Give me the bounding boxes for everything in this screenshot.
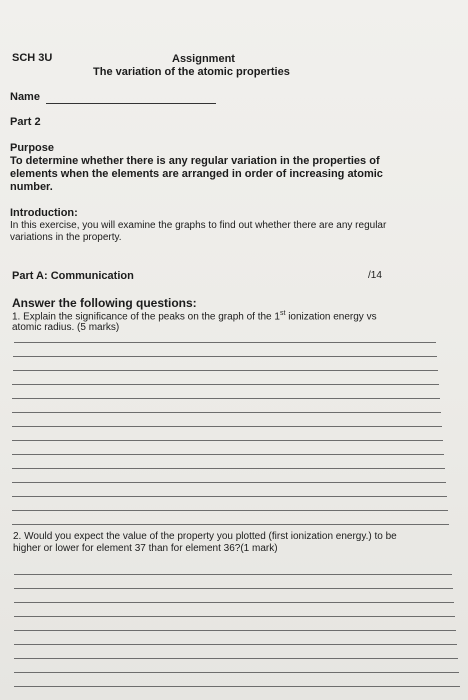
answer-line[interactable]	[14, 686, 460, 687]
answer-line[interactable]	[14, 644, 457, 645]
answer-line[interactable]	[12, 468, 445, 469]
answer-line[interactable]	[14, 658, 458, 659]
answer-line[interactable]	[14, 630, 456, 631]
answer-line[interactable]	[12, 524, 449, 525]
answer-line[interactable]	[14, 574, 452, 575]
answer-line[interactable]	[14, 672, 459, 673]
answer-line[interactable]	[12, 412, 441, 413]
name-blank-line[interactable]	[46, 103, 216, 104]
part-a-label: Part A: Communication	[12, 270, 134, 282]
questions-heading: Answer the following questions:	[12, 296, 197, 310]
introduction-heading: Introduction:	[10, 207, 78, 219]
answer-line[interactable]	[12, 426, 442, 427]
answer-line[interactable]	[13, 356, 437, 357]
assignment-label: Assignment	[172, 53, 235, 65]
page-title: The variation of the atomic properties	[93, 66, 290, 78]
question-2-line-1: 2. Would you expect the value of the property you plotted (first ionization energy.) to be	[13, 531, 397, 542]
answer-line[interactable]	[12, 384, 439, 385]
question-1-line-2: atomic radius. (5 marks)	[12, 322, 120, 333]
answer-line[interactable]	[14, 588, 453, 589]
answer-line[interactable]	[14, 602, 454, 603]
purpose-heading: Purpose	[10, 142, 55, 154]
introduction-line-2: variations in the property.	[10, 232, 122, 243]
answer-line[interactable]	[14, 342, 436, 343]
purpose-line-3: number.	[10, 181, 53, 193]
course-code: SCH 3U	[12, 52, 53, 64]
answer-line[interactable]	[12, 454, 444, 455]
purpose-line-2: elements when the elements are arranged in order of increasing atomic	[10, 168, 383, 180]
introduction-line-1: In this exercise, you will examine the graphs to find out whether there are any regular	[10, 220, 387, 231]
answer-line[interactable]	[13, 370, 438, 371]
part-a-marks: /14	[368, 270, 382, 281]
purpose-line-1: To determine whether there is any regular variation in the properties of	[10, 155, 380, 167]
question-2-line-2: higher or lower for element 37 than for element 36?(1 mark)	[13, 543, 278, 554]
answer-line[interactable]	[12, 440, 443, 441]
name-label: Name	[10, 91, 40, 103]
question-1-line-1: 1. Explain the significance of the peaks on the graph of the 1st ionization energy vs	[12, 310, 377, 323]
answer-line[interactable]	[12, 510, 448, 511]
answer-line[interactable]	[14, 616, 455, 617]
answer-line[interactable]	[12, 496, 447, 497]
part-label: Part 2	[10, 116, 41, 128]
answer-line[interactable]	[12, 398, 440, 399]
answer-line[interactable]	[12, 482, 446, 483]
